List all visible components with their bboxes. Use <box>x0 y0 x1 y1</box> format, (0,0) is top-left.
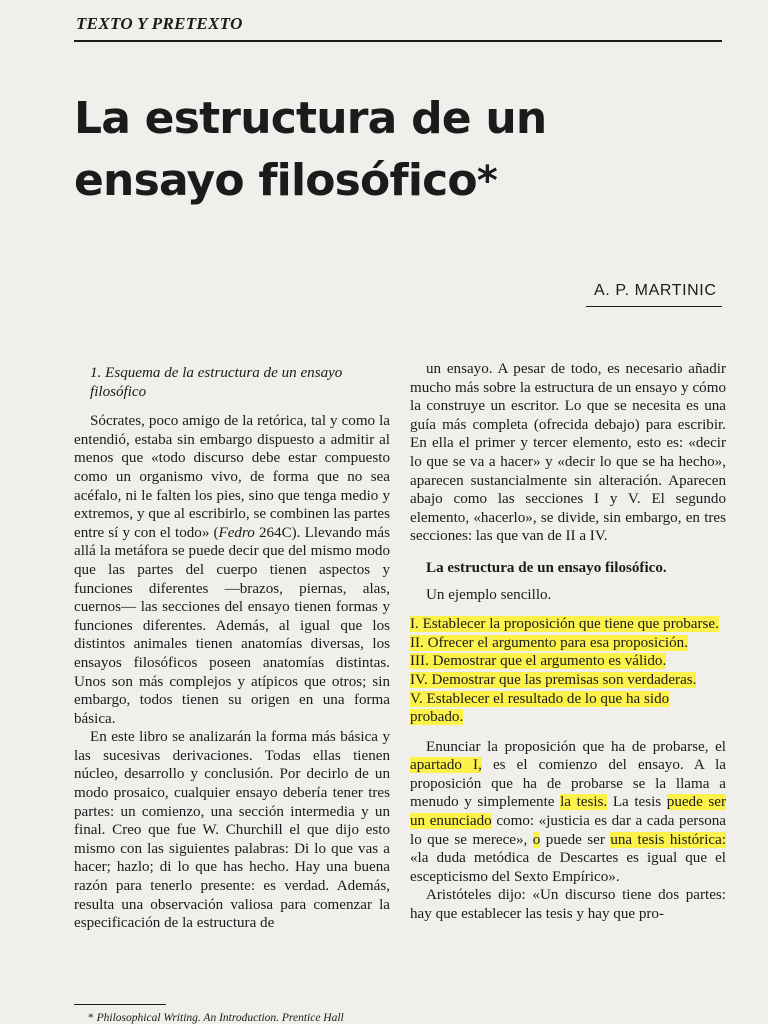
paragraph-text: puede ser <box>540 831 611 848</box>
steps-list <box>410 615 726 727</box>
section-label: TEXTO Y PRETEXTO <box>76 14 243 33</box>
section-heading: 1. Esquema de la estructura de un ensayo filosófico <box>90 365 343 400</box>
footnote-text: Philosophical Writing. An Introduction. Prentice Hall <box>96 1012 344 1024</box>
citation: Fedro <box>218 524 255 541</box>
example-intro: Un ejemplo sencillo. <box>426 586 552 603</box>
paragraph-text: 264C). Llevando más allá la metáfora se puede decir que del mismo modo que las partes del cuerpo tienen aspectos y funciones diferentes —brazos, piernas, alas, cuernos— las secciones del ensayo tienen formas y funciones diferentes. Además, al igual que los distintos animales tienen anatomías diversas, los ensayos filosóficos poseen anatomías distintas. Unos son más complejos y atípicos que otros; sin embargo, todos tienen su origen en una forma básica. <box>74 524 390 727</box>
paragraph-text: Sócrates, poco amigo de la retórica, tal y como la entendió, estaba sin embargo dispuesto a admitir al menos que «todo discurso debe estar compuesto como un organismo vivo, de forma que no sea acéfalo, ni le falten los pies, sino que tenga medio y extremos, y que al escribirlo, se combinen las partes entre sí y con el todo» ( <box>74 413 390 541</box>
highlight: puede ser un enunciado <box>410 794 727 830</box>
highlight: apartado I, <box>410 757 482 774</box>
list-item <box>410 652 726 671</box>
highlight: V. Establecer el resultado de lo que ha sido probado. <box>410 690 670 726</box>
left-column <box>74 364 390 933</box>
list-item <box>410 690 726 727</box>
highlight: III. Demostrar que el argumento es válido. <box>410 653 667 670</box>
list-item <box>410 671 726 690</box>
highlight: una tesis histórica: <box>610 831 726 848</box>
paragraph <box>410 738 726 887</box>
paragraph-text: La tesis <box>607 794 667 811</box>
paragraph: Aristóteles dijo: «Un discurso tiene dos partes: hay que establecer las tesis y hay que pro- <box>410 887 726 923</box>
title-footnote-mark: * <box>476 158 497 204</box>
article-title <box>74 88 714 212</box>
paragraph-text: Enunciar la proposición que ha de probarse, el <box>426 738 726 755</box>
header-rule <box>74 40 722 42</box>
paragraph: un ensayo. A pesar de todo, es necesario añadir mucho más sobre la estructura de un ensayo y cómo la construye un escritor. Lo que se necesita es una guía más completa (ofrecida debajo) para escribir. En ella el primer y tercer elemento, esto es: «decir lo que se va a hacer» y «decir lo que se ha hecho», aparecen sustancialmente sin alteración. Aparecen abajo como las secciones I y V. El segundo elemento, «hacerlo», se divide, sin embargo, en tres secciones: las que van de II a IV. <box>410 361 726 545</box>
highlight: IV. Demostrar que las premisas son verdaderas. <box>410 671 697 688</box>
highlight: o <box>532 831 541 848</box>
highlight: la tesis. <box>560 794 608 811</box>
highlight: I. Establecer la proposición que tiene que probarse. <box>410 616 719 633</box>
author-rule <box>586 306 722 307</box>
list-item <box>410 634 726 653</box>
paragraph: En este libro se analizarán la forma más básica y las sucesivas derivaciones. Todas ellas tienen núcleo, desarrollo y conclusión. Por decirlo de un modo prosaico, cualquier ensayo debería tener tres partes: un comienzo, una sección intermedia y un final. Creo que fue W. Churchill el que dijo esto mismo con las siguientes palabras: Di lo que vas a hacer; hazlo; di lo que has hecho. Hay una buena razón para tenerlo presente: es verdad. Además, resulta una observación valiosa para comenzar la especificación de la estructura de <box>74 729 390 932</box>
footnote-rule <box>74 1004 166 1005</box>
paragraph <box>74 412 390 728</box>
right-column <box>410 360 726 924</box>
subheading: La estructura de un ensayo filosófico. <box>426 559 667 576</box>
paragraph-text: es el comienzo del ensayo. A la proposición que ha de probarse se la llama a menudo y simplemente <box>410 757 726 811</box>
title-text: La estructura de un ensayo filosófico <box>74 93 547 206</box>
footnote <box>88 1012 344 1024</box>
list-item <box>410 615 726 634</box>
footnote-mark: * <box>88 1012 94 1024</box>
author-name: A. P. MARTINIC <box>594 282 717 299</box>
highlight: II. Ofrecer el argumento para esa proposición. <box>410 634 688 651</box>
paragraph-text: como: «justicia es dar a cada persona lo que se merece», <box>410 813 726 848</box>
paragraph-text: «la duda metódica de Descartes es igual que el escepticismo del Sexto Empírico». <box>410 850 726 885</box>
